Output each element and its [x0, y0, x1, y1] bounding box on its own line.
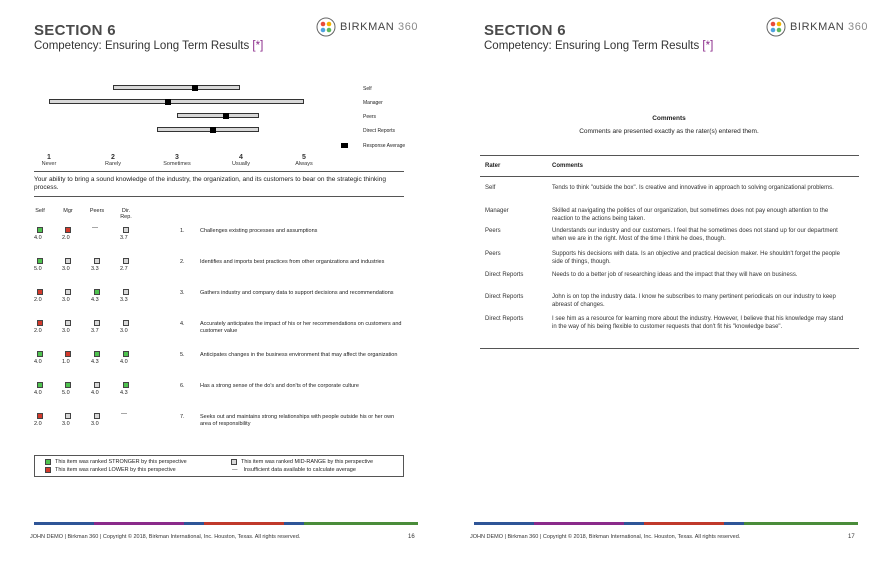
- divider: [480, 176, 859, 177]
- col-rater: Rater: [485, 163, 501, 169]
- mid-range-square-icon: [65, 289, 71, 295]
- rating-value: 2.0: [34, 421, 42, 427]
- legend-peers: Peers: [363, 114, 377, 120]
- stronger-square-icon: [123, 351, 129, 357]
- red-square-icon: [45, 467, 51, 473]
- col-self: Self: [35, 208, 45, 214]
- item-text: Identifies and imports best practices from other organizations and industries: [200, 259, 385, 265]
- scale-label: Sometimes: [163, 161, 191, 167]
- scale-label: Never: [41, 161, 57, 167]
- comments-title: Comments: [652, 115, 686, 122]
- item-number: 5.: [180, 352, 185, 358]
- competency-description: Your ability to bring a sound knowledge of the industry, the organization, and its customers to bear on the strategic thinking process.: [34, 176, 386, 191]
- mid-range-square-icon: [123, 320, 129, 326]
- rating-value: 5.0: [62, 390, 70, 396]
- legend-response-average: Response Average: [363, 143, 406, 149]
- comment-text: I see him as a resource for learning more about the industry. However, I believe that his knowledge may stand in the way of his being flexible to customer requests that don't fit his "knowledge base".: [552, 316, 844, 330]
- item-number: 7.: [180, 414, 185, 420]
- stronger-square-icon: [37, 227, 43, 233]
- col-mgr: Mgr: [63, 208, 73, 214]
- footer-text: JOHN DEMO | Birkman 360 | Copyright © 2018, Birkman International, Inc. Houston, Texas. All rights reserved.: [470, 534, 741, 540]
- range-bar-direct-reports: [157, 127, 259, 132]
- mid-range-square-icon: [94, 382, 100, 388]
- rating-value: 3.0: [62, 266, 70, 272]
- rating-value: 3.3: [91, 266, 99, 272]
- range-bar-self: [113, 85, 241, 90]
- comment-text: Tends to think "outside the box". Is creative and innovative in approach to solving organizational problems.: [552, 185, 834, 191]
- rating-value: 4.3: [91, 359, 99, 365]
- item-text: Accurately anticipates the impact of his or her recommendations on customers and customer value: [200, 321, 402, 334]
- divider: [480, 348, 859, 349]
- divider: [34, 171, 404, 172]
- comment-text: Understands our industry and our customers. I feel that he sometimes does not stand up for our department when we are in the right. Most of the time I think he does, though.: [552, 228, 838, 242]
- col-comments: Comments: [552, 163, 584, 169]
- rating-value: 3.7: [91, 328, 99, 334]
- legend-stronger: [45, 459, 187, 465]
- lower-square-icon: [65, 227, 71, 233]
- competency-text: Competency: Ensuring Long Term Results: [484, 40, 700, 52]
- mid-range-square-icon: [123, 289, 129, 295]
- rating-value: 3.0: [62, 421, 70, 427]
- item-number: 3.: [180, 290, 185, 296]
- stronger-square-icon: [123, 382, 129, 388]
- comment-rater: Direct Reports: [485, 294, 524, 300]
- comment-text: Needs to do a better job of researching ideas and the impact that they will have on business.: [552, 272, 798, 278]
- mid-range-square-icon: [65, 258, 71, 264]
- comment-text: Skilled at navigating the politics of our organization, but sometimes does not pay enough attention to the reaction to the actions being taken.: [552, 208, 829, 222]
- birkman-logo: [316, 17, 418, 37]
- mid-range-square-icon: [65, 320, 71, 326]
- rating-value: 4.0: [34, 390, 42, 396]
- comment-rater: Peers: [485, 251, 501, 257]
- mid-range-square-icon: [123, 227, 129, 233]
- section-heading: SECTION 6: [484, 22, 566, 39]
- scale-num: 5: [302, 154, 306, 161]
- comments-subtitle: Comments are presented exactly as the rater(s) entered them.: [579, 128, 759, 135]
- rating-value: 4.3: [120, 390, 128, 396]
- legend-insufficient: [231, 467, 356, 473]
- range-bar-peers: [177, 113, 260, 118]
- page-number: 16: [408, 534, 415, 540]
- item-text: Challenges existing processes and assumptions: [200, 228, 318, 234]
- stronger-square-icon: [37, 382, 43, 388]
- rating-value: 4.0: [120, 359, 128, 365]
- divider: [480, 155, 859, 156]
- stronger-square-icon: [94, 289, 100, 295]
- comment-text: John is on top the industry data. I know he subscribes to many pertinent periodicals on our industry to keep abreast of changes.: [552, 294, 836, 308]
- rating-value: 2.0: [34, 297, 42, 303]
- item-number: 1.: [180, 228, 185, 234]
- scale-num: 2: [111, 154, 115, 161]
- scale-2: [93, 154, 133, 167]
- comment-rater: Manager: [485, 208, 509, 214]
- competency-title: [34, 40, 263, 52]
- average-marker: [192, 85, 198, 91]
- footer-text: JOHN DEMO | Birkman 360 | Copyright © 2018, Birkman International, Inc. Houston, Texas. All rights reserved.: [30, 534, 301, 540]
- scale-3: [157, 154, 197, 167]
- footer-color-band: [474, 522, 858, 525]
- logo-number: 360: [397, 21, 419, 33]
- gray-square-icon: [231, 459, 237, 465]
- report-page-17: [440, 0, 880, 565]
- rating-value: 3.0: [91, 421, 99, 427]
- item-text: Anticipates changes in the business environment that may affect the organization: [200, 352, 398, 358]
- legend-mid: [231, 459, 373, 465]
- comment-rater: Self: [485, 185, 496, 191]
- scale-5: [284, 154, 324, 167]
- logo-brand: BIRKMAN: [340, 21, 395, 33]
- stronger-square-icon: [37, 351, 43, 357]
- col-dir-line2: Rep.: [120, 214, 132, 220]
- lower-square-icon: [65, 351, 71, 357]
- comment-rater: Direct Reports: [485, 272, 524, 278]
- birkman-logo: [766, 17, 868, 37]
- lower-square-icon: [37, 289, 43, 295]
- legend-direct-reports: Direct Reports: [363, 128, 395, 134]
- rating-value: 5.0: [34, 266, 42, 272]
- scale-1: [29, 154, 69, 167]
- page-number: 17: [848, 534, 855, 540]
- rating-value: 4.0: [91, 390, 99, 396]
- rating-value: 3.7: [120, 235, 128, 241]
- rating-value: 2.0: [62, 235, 70, 241]
- rating-value: 4.0: [34, 359, 42, 365]
- competency-title: [484, 40, 713, 52]
- mid-range-square-icon: [123, 258, 129, 264]
- range-bar-manager: [49, 99, 304, 104]
- item-text: Has a strong sense of the do's and don'ts of the corporate culture: [200, 383, 359, 389]
- logo-brand: BIRKMAN: [790, 21, 845, 33]
- scale-num: 4: [239, 154, 243, 161]
- mid-range-square-icon: [94, 320, 100, 326]
- logo-text: [340, 21, 418, 33]
- logo-text: [790, 21, 868, 33]
- average-marker: [210, 127, 216, 133]
- legend-text: This item was ranked MID-RANGE by this perspective: [241, 459, 374, 465]
- insufficient-dash: —: [121, 411, 127, 417]
- average-marker: [223, 113, 229, 119]
- legend-text: This item was ranked LOWER by this perspective: [55, 467, 176, 473]
- item-number: 2.: [180, 259, 185, 265]
- col-dir-line1: Dir.: [121, 208, 131, 214]
- rating-value: 4.0: [34, 235, 42, 241]
- legend-text: This item was ranked STRONGER by this perspective: [55, 459, 187, 465]
- comment-rater: Direct Reports: [485, 316, 524, 322]
- stronger-square-icon: [37, 258, 43, 264]
- rating-value: 3.3: [120, 297, 128, 303]
- mid-range-square-icon: [94, 413, 100, 419]
- logo-number: 360: [847, 21, 869, 33]
- divider: [34, 196, 404, 197]
- star-marker: [*]: [702, 40, 714, 52]
- rating-value: 3.0: [120, 328, 128, 334]
- birkman-logo-icon: [316, 17, 336, 37]
- scale-label: Rarely: [105, 161, 121, 167]
- lower-square-icon: [37, 413, 43, 419]
- competency-text: Competency: Ensuring Long Term Results: [34, 40, 250, 52]
- stronger-square-icon: [94, 351, 100, 357]
- scale-4: [221, 154, 261, 167]
- legend-self: Self: [363, 86, 372, 92]
- comment-rater: Peers: [485, 228, 501, 234]
- green-square-icon: [45, 459, 51, 465]
- stronger-square-icon: [65, 382, 71, 388]
- col-dir-rep: [116, 208, 136, 220]
- lower-square-icon: [37, 320, 43, 326]
- rating-value: 2.0: [34, 328, 42, 334]
- comment-text: Supports his decisions with data. Is an objective and practical decision maker. He shouldn't forget the people side of things, though.: [552, 251, 840, 265]
- item-text: Gathers industry and company data to support decisions and recommendations: [200, 290, 394, 296]
- legend-manager: Manager: [363, 100, 383, 106]
- rating-value: 1.0: [62, 359, 70, 365]
- rating-legend: [34, 455, 404, 477]
- legend-lower: [45, 467, 176, 473]
- item-text: Seeks out and maintains strong relationships with people outside his or her own area of responsibility: [200, 414, 395, 427]
- mid-range-square-icon: [94, 258, 100, 264]
- section-heading: SECTION 6: [34, 22, 116, 39]
- birkman-logo-icon: [766, 17, 786, 37]
- scale-num: 3: [175, 154, 179, 161]
- scale-label: Always: [295, 161, 313, 167]
- rating-value: 4.3: [91, 297, 99, 303]
- col-peers: Peers: [89, 208, 105, 214]
- dash-icon: —: [232, 467, 238, 473]
- rating-value: 2.7: [120, 266, 128, 272]
- mid-range-square-icon: [65, 413, 71, 419]
- insufficient-dash: —: [92, 225, 98, 231]
- rating-value: 3.0: [62, 297, 70, 303]
- average-marker: [165, 99, 171, 105]
- legend-text: Insufficient data available to calculate average: [243, 467, 356, 473]
- footer-color-band: [34, 522, 418, 525]
- response-average-marker: [341, 143, 348, 148]
- rating-value: 3.0: [62, 328, 70, 334]
- item-number: 4.: [180, 321, 185, 327]
- scale-num: 1: [47, 154, 51, 161]
- item-number: 6.: [180, 383, 185, 389]
- scale-label: Usually: [231, 161, 251, 167]
- star-marker: [*]: [252, 40, 264, 52]
